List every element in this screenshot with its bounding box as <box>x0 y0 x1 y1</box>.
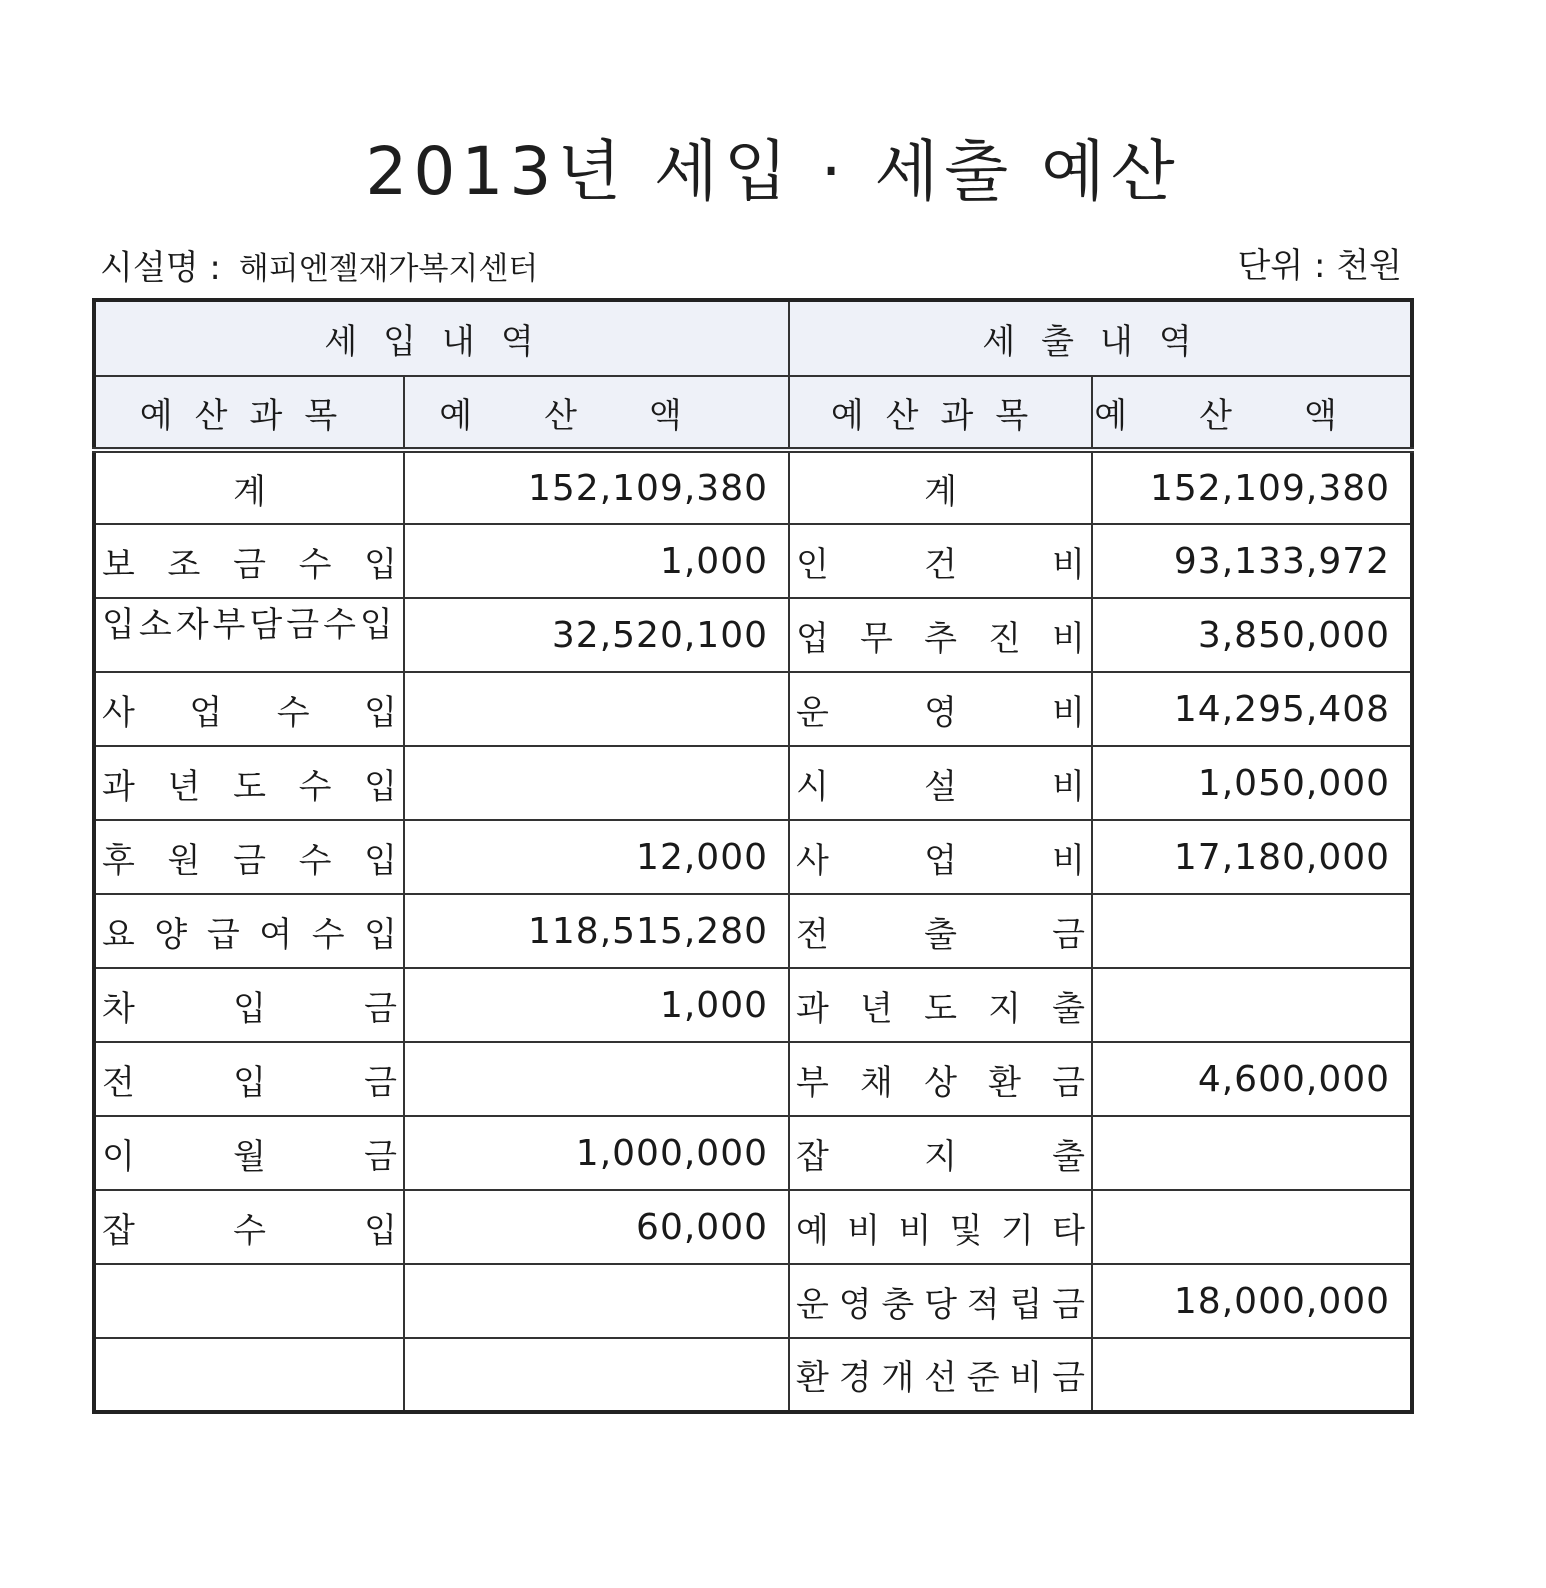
revenue-amount-cell <box>404 1042 789 1116</box>
revenue-amount-cell <box>404 1264 789 1338</box>
expense-amount-cell: 3,850,000 <box>1092 598 1412 672</box>
revenue-amount-header: 예산액 <box>404 376 789 450</box>
subject-label: 업 무 추 진 비 <box>796 618 1085 659</box>
subject-label: 요 양 급 여 수 입 <box>102 914 397 955</box>
page-title: 2013년 세입 · 세출 예산 <box>365 133 1181 210</box>
revenue-subject-cell: 계 <box>94 450 404 524</box>
revenue-subject-cell <box>94 524 404 598</box>
subject-label: 과 년 도 수 입 <box>102 766 397 807</box>
expense-amount-cell: 152,109,380 <box>1092 450 1412 524</box>
expense-header: 세출내역 <box>789 300 1412 376</box>
expense-subject-cell <box>789 1116 1092 1190</box>
subject-label: 인 건 비 <box>796 544 1085 585</box>
table-row <box>94 1338 1412 1412</box>
revenue-subject-cell <box>94 746 404 820</box>
subject-label: 시 설 비 <box>796 766 1085 807</box>
revenue-amount-cell: 1,000 <box>404 968 789 1042</box>
subject-label: 예 비 비 및 기 타 <box>796 1210 1085 1251</box>
expense-subject-cell <box>789 524 1092 598</box>
revenue-subject-cell <box>94 968 404 1042</box>
table-row <box>94 1190 1412 1264</box>
subject-label: 과 년 도 지 출 <box>796 988 1085 1029</box>
table-row <box>94 746 1412 820</box>
revenue-amount-cell <box>404 746 789 820</box>
facility-name: 해피엔젤재가복지센터 <box>238 251 539 287</box>
budget-body <box>94 450 1412 1412</box>
expense-amount-cell: 17,180,000 <box>1092 820 1412 894</box>
facility-line <box>100 240 538 289</box>
revenue-subject-cell <box>94 894 404 968</box>
revenue-amount-cell: 60,000 <box>404 1190 789 1264</box>
unit-label: 단위 : 천원 <box>1237 246 1402 286</box>
subject-label: 후 원 금 수 입 <box>102 840 397 881</box>
revenue-subject-cell <box>94 672 404 746</box>
revenue-amount-cell: 1,000 <box>404 524 789 598</box>
table-row <box>94 894 1412 968</box>
revenue-amount-cell: 1,000,000 <box>404 1116 789 1190</box>
subject-label: 전 입 금 <box>102 1062 397 1103</box>
revenue-subject-cell: 입소자부담금수입 <box>94 598 404 672</box>
table-row <box>94 598 1412 672</box>
expense-subject-cell <box>789 1338 1092 1412</box>
table-row <box>94 968 1412 1042</box>
expense-subject-cell <box>789 1190 1092 1264</box>
table-row <box>94 1116 1412 1190</box>
revenue-subject-cell <box>94 1116 404 1190</box>
table-row <box>94 672 1412 746</box>
expense-amount-cell: 14,295,408 <box>1092 672 1412 746</box>
revenue-subject-cell <box>94 1264 404 1338</box>
revenue-subject-header: 예산과목 <box>94 376 404 450</box>
expense-amount-cell <box>1092 1190 1412 1264</box>
section-header-row <box>94 300 1412 376</box>
revenue-subject-cell <box>94 1190 404 1264</box>
subject-label: 전 출 금 <box>796 914 1085 955</box>
subject-label: 사 업 수 입 <box>102 692 397 733</box>
revenue-subject-cell <box>94 820 404 894</box>
subject-label: 차 입 금 <box>102 988 397 1029</box>
column-header-row <box>94 376 1412 450</box>
subject-label: 사 업 비 <box>796 840 1085 881</box>
expense-subject-cell <box>789 968 1092 1042</box>
expense-amount-cell <box>1092 1116 1412 1190</box>
table-row <box>94 820 1412 894</box>
revenue-amount-cell <box>404 672 789 746</box>
subject-label: 잡 수 입 <box>102 1210 397 1251</box>
expense-subject-cell <box>789 746 1092 820</box>
expense-subject-header: 예산과목 <box>789 376 1092 450</box>
subject-label: 운 영 비 <box>796 692 1085 733</box>
revenue-amount-cell <box>404 1338 789 1412</box>
expense-subject-cell <box>789 820 1092 894</box>
expense-subject-cell <box>789 672 1092 746</box>
facility-label: 시설명 : <box>100 248 221 288</box>
revenue-header: 세입내역 <box>94 300 789 376</box>
expense-subject-cell: 계 <box>789 450 1092 524</box>
revenue-subject-cell <box>94 1338 404 1412</box>
subject-label: 운 영 충 당 적 립 금 <box>796 1284 1085 1325</box>
expense-amount-cell <box>1092 894 1412 968</box>
expense-subject-cell <box>789 598 1092 672</box>
expense-amount-header: 예산액 <box>1092 376 1412 450</box>
revenue-amount-cell: 118,515,280 <box>404 894 789 968</box>
expense-amount-cell: 4,600,000 <box>1092 1042 1412 1116</box>
expense-subject-cell <box>789 1042 1092 1116</box>
revenue-amount-cell: 32,520,100 <box>404 598 789 672</box>
expense-amount-cell: 18,000,000 <box>1092 1264 1412 1338</box>
subject-label: 잡 지 출 <box>796 1136 1085 1177</box>
expense-amount-cell: 1,050,000 <box>1092 746 1412 820</box>
subject-label: 이 월 금 <box>102 1136 397 1177</box>
table-row <box>94 1042 1412 1116</box>
table-row <box>94 524 1412 598</box>
expense-amount-cell <box>1092 968 1412 1042</box>
expense-amount-cell <box>1092 1338 1412 1412</box>
expense-subject-cell <box>789 894 1092 968</box>
expense-subject-cell <box>789 1264 1092 1338</box>
table-row <box>94 1264 1412 1338</box>
revenue-subject-cell <box>94 1042 404 1116</box>
budget-table <box>92 298 1414 1414</box>
revenue-amount-cell: 152,109,380 <box>404 450 789 524</box>
subject-label: 보 조 금 수 입 <box>102 544 397 585</box>
revenue-amount-cell: 12,000 <box>404 820 789 894</box>
subject-label: 환 경 개 선 준 비 금 <box>796 1358 1085 1398</box>
subject-label: 부 채 상 환 금 <box>796 1062 1085 1103</box>
table-row <box>94 450 1412 524</box>
expense-amount-cell: 93,133,972 <box>1092 524 1412 598</box>
